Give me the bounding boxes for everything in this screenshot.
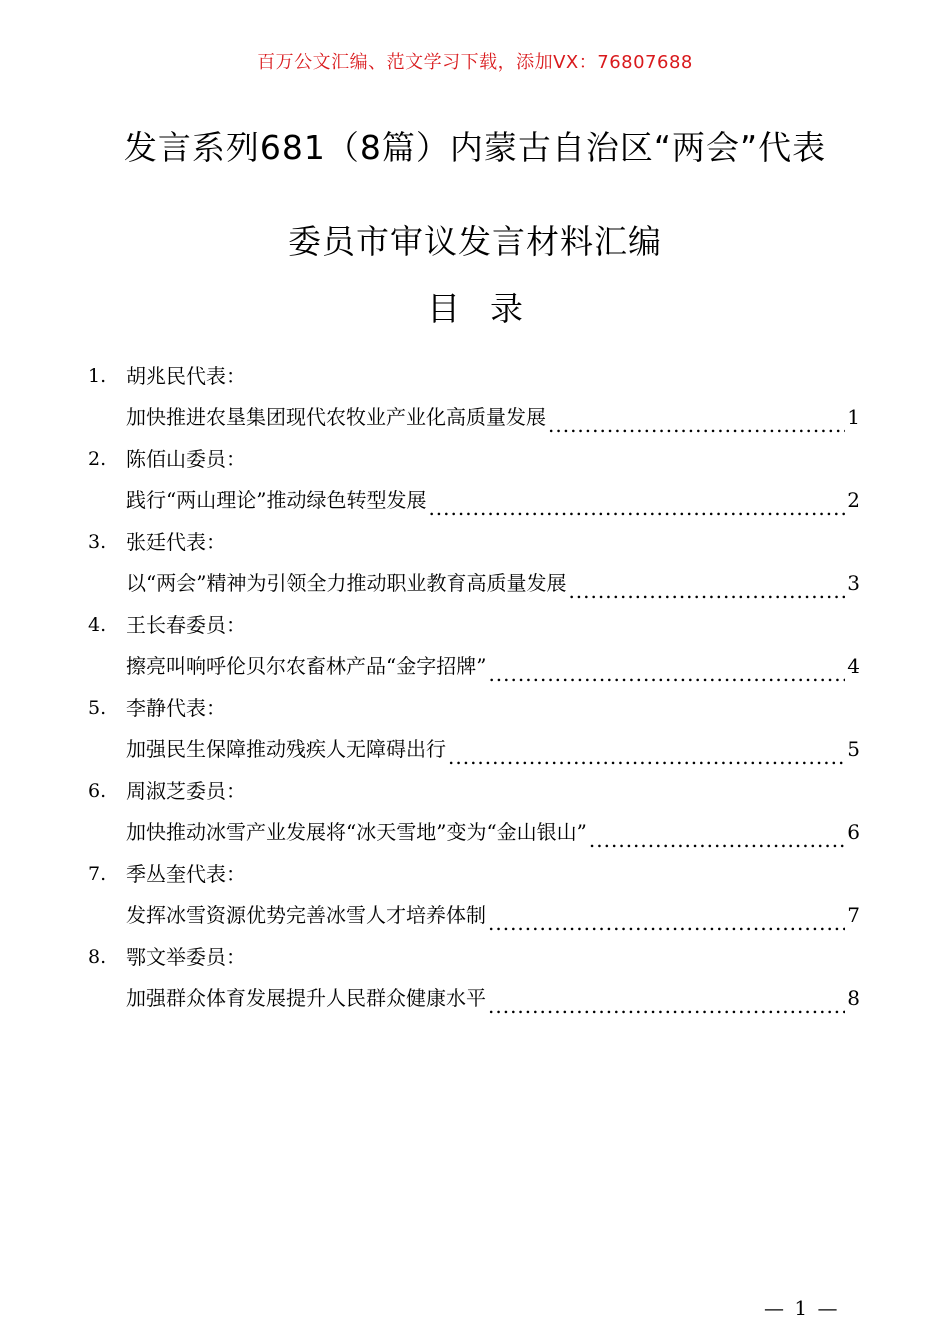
toc-author-line [88, 604, 860, 646]
toc-topic-title: 加强民生保障推动残疾人无障碍出行 [126, 737, 446, 762]
toc-author-line [88, 853, 860, 895]
toc-page-number: 6 [847, 820, 860, 845]
toc-topic-title: 擦亮叫响呼伦贝尔农畜林产品“金字招牌” [126, 654, 487, 679]
toc-page-number: 4 [847, 654, 860, 679]
toc-dot-leader [428, 495, 845, 521]
toc-topic-title: 加快推进农垦集团现代农牧业产业化高质量发展 [126, 405, 546, 430]
toc-author: 鄂文举委员： [126, 944, 246, 969]
toc-page-number: 8 [847, 986, 860, 1011]
table-of-contents [88, 355, 860, 1019]
toc-topic-line[interactable] [88, 812, 860, 854]
toc-author-line [88, 438, 860, 480]
toc-topic-line[interactable] [88, 397, 860, 439]
toc-author: 胡兆民代表： [126, 363, 246, 388]
toc-topic-line[interactable] [88, 729, 860, 771]
toc-entry[interactable] [88, 687, 860, 770]
toc-author: 周淑芝委员： [126, 778, 246, 803]
document-title-line-1: 发言系列681（8篇）内蒙古自治区“两会”代表 [123, 128, 827, 167]
watermark-banner: 百万公文汇编、范文学习下载，添加VX：76807688 [257, 52, 693, 73]
page-number-footer: — 1 — [764, 1296, 840, 1320]
toc-author-line [88, 770, 860, 812]
toc-entry[interactable] [88, 355, 860, 438]
toc-topic-title: 以“两会”精神为引领全力推动职业教育高质量发展 [126, 571, 567, 596]
toc-dot-leader [488, 993, 845, 1019]
toc-topic-title: 发挥冰雪资源优势完善冰雪人才培养体制 [126, 903, 486, 928]
toc-entry[interactable] [88, 604, 860, 687]
toc-page-number: 2 [847, 488, 860, 513]
toc-heading: 目录 [427, 289, 553, 328]
toc-dot-leader [488, 661, 845, 687]
toc-entry-number: 1. [88, 364, 107, 387]
toc-author: 张廷代表： [126, 529, 226, 554]
toc-dot-leader [448, 744, 845, 770]
document-title-line-2: 委员市审议发言材料汇编 [288, 222, 662, 261]
toc-entry-number: 6. [88, 779, 107, 802]
toc-author: 季丛奎代表： [126, 861, 246, 886]
toc-topic-line[interactable] [88, 978, 860, 1020]
toc-topic-title: 践行“两山理论”推动绿色转型发展 [126, 488, 427, 513]
toc-entry[interactable] [88, 853, 860, 936]
toc-dot-leader [589, 827, 845, 853]
toc-dot-leader [568, 578, 845, 604]
toc-dot-leader [488, 910, 845, 936]
toc-page-number: 5 [847, 737, 860, 762]
toc-topic-title: 加快推动冰雪产业发展将“冰天雪地”变为“金山银山” [126, 820, 587, 845]
toc-page-number: 7 [847, 903, 860, 928]
toc-topic-title: 加强群众体育发展提升人民群众健康水平 [126, 986, 486, 1011]
toc-entry[interactable] [88, 936, 860, 1019]
toc-author: 王长春委员： [126, 612, 246, 637]
toc-author-line [88, 355, 860, 397]
toc-entry[interactable] [88, 770, 860, 853]
toc-page-number: 3 [847, 571, 860, 596]
toc-topic-line[interactable] [88, 895, 860, 937]
toc-topic-line[interactable] [88, 563, 860, 605]
toc-entry-number: 4. [88, 613, 107, 636]
toc-author: 李静代表： [126, 695, 226, 720]
toc-entry-number: 3. [88, 530, 107, 553]
toc-page-number: 1 [847, 405, 860, 430]
toc-entry-number: 5. [88, 696, 107, 719]
toc-dot-leader [548, 412, 845, 438]
toc-entry-number: 7. [88, 862, 107, 885]
toc-topic-line[interactable] [88, 646, 860, 688]
toc-entry-number: 8. [88, 945, 107, 968]
toc-entry-number: 2. [88, 447, 107, 470]
toc-entry[interactable] [88, 521, 860, 604]
toc-author-line [88, 936, 860, 978]
toc-entry[interactable] [88, 438, 860, 521]
toc-author-line [88, 521, 860, 563]
toc-author-line [88, 687, 860, 729]
toc-topic-line[interactable] [88, 480, 860, 522]
toc-author: 陈佰山委员： [126, 446, 246, 471]
